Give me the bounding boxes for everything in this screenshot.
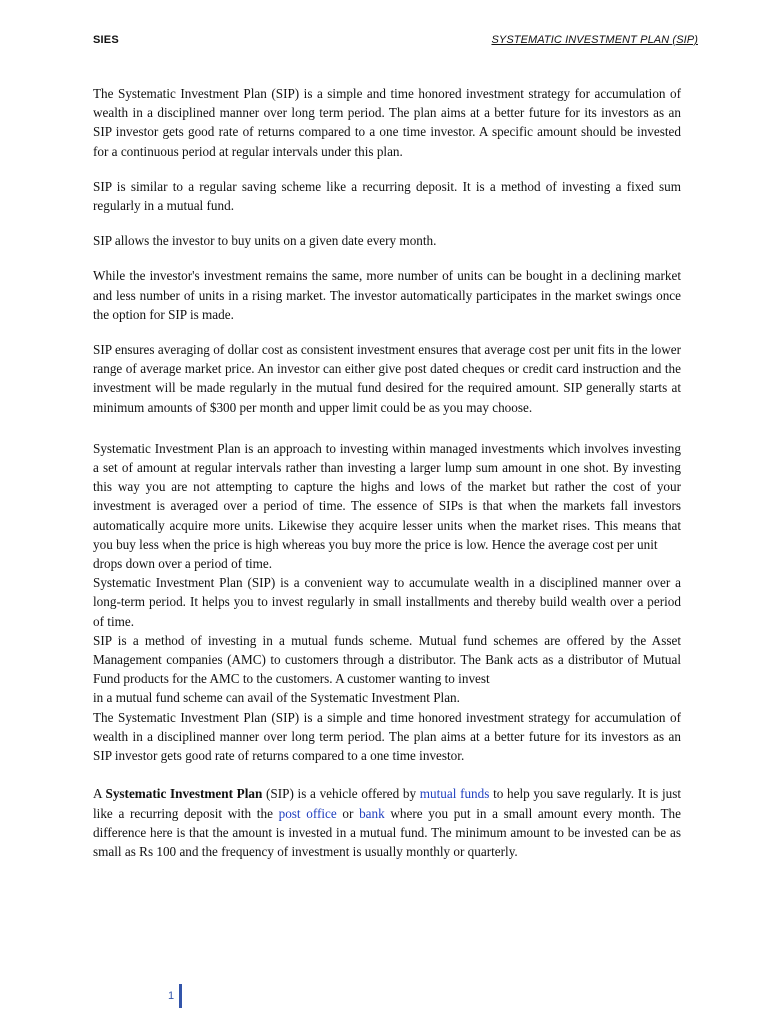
paragraph-3: SIP allows the investor to buy units on a given date every month.	[93, 233, 437, 249]
paragraph-4: While the investor's investment remains the same, more number of units can be bought in a declining market and less number of units in a rising market. The investor automatically participates in the market swings once the option for SIP is made.	[93, 268, 681, 322]
page-footer	[168, 984, 182, 1008]
page-number: 1	[168, 990, 175, 1002]
paragraph-12-text-3: to help you save regularly. It is just like a recurring deposit with the	[93, 786, 682, 821]
paragraph-11: The Systematic Investment Plan (SIP) is a simple and time honored investment strategy for accumulation of wealth in a disciplined manner over long term period. The plan aims at a better future for its investors as an SIP investor gets good rate of returns compared to a one time investor.	[93, 709, 681, 764]
paragraph-12-text-4: or	[336, 805, 360, 821]
document-body	[93, 84, 681, 861]
page-number-bar	[179, 984, 182, 1008]
mutual-funds-link[interactable]: mutual funds	[419, 786, 490, 802]
paragraph-8: Systematic Investment Plan (SIP) is a convenient way to accumulate wealth in a disciplined manner over a long-term period. It helps you to invest regularly in small installments and thereby build wealth over a period of time.	[93, 575, 681, 629]
paragraph-7: drops down over a period of time.	[93, 556, 273, 572]
paragraph-6: Systematic Investment Plan is an approach to investing within managed investments which involves investing a set of amount at regular intervals rather than investing a larger lump sum amount in one shot. By investing this way you are not attempting to capture the highs and lows of the market but rather the cost of your investment is averaged over a period of time. The essence of SIPs is that when the markets fall investors automatically acquire more units. Likewise they acquire lesser units when the market rises. This means that you buy less when the price is high whereas you buy more the price is low. Hence the average cost per unit	[93, 440, 681, 552]
paragraph-1: The Systematic Investment Plan (SIP) is a simple and time honored investment strategy for accumulation of wealth in a disciplined manner over long term period. The plan aims at a better future for its investors as an SIP investor gets good rate of returns compared to a one time investor. A specific amount should be invested for a continuous period at regular intervals under this plan.	[93, 86, 681, 159]
header-org: SIES	[93, 34, 119, 46]
post-office-link[interactable]: post office	[278, 805, 337, 821]
paragraph-10: in a mutual fund scheme can avail of the Systematic Investment Plan.	[93, 690, 460, 706]
paragraph-12-text-1: A	[93, 786, 106, 802]
sip-bold-term: Systematic Investment Plan	[105, 786, 263, 802]
paragraph-12-text-5: where you put in a small amount every month. The difference here is that the amount is invested in a mutual fund. The minimum amount to be invested can be as small as Rs 100 and the frequency of investment is usually monthly or quarterly.	[93, 805, 681, 859]
paragraph-12-text-2: (SIP) is a vehicle offered by	[262, 786, 420, 802]
header-title: SYSTEMATIC INVESTMENT PLAN (SIP)	[491, 34, 698, 46]
paragraph-5: SIP ensures averaging of dollar cost as consistent investment ensures that average cost per unit fits in the lower range of average market price. An investor can either give post dated cheques or credit card instruction and the investment will be made regularly in the mutual fund desired for the required amount. SIP generally starts at minimum amounts of $300 per month and upper limit could be as you may choose.	[93, 342, 681, 415]
paragraph-9: SIP is a method of investing in a mutual funds scheme. Mutual fund schemes are offered by the Asset Management companies (AMC) to customers through a distributor. The Bank acts as a distributor of Mutual Fund products for the AMC to the customers. A customer wanting to invest	[93, 632, 681, 687]
bank-link[interactable]: bank	[359, 805, 385, 821]
paragraph-12	[93, 784, 681, 861]
paragraph-2: SIP is similar to a regular saving scheme like a recurring deposit. It is a method of investing a fixed sum regularly in a mutual fund.	[93, 178, 681, 214]
